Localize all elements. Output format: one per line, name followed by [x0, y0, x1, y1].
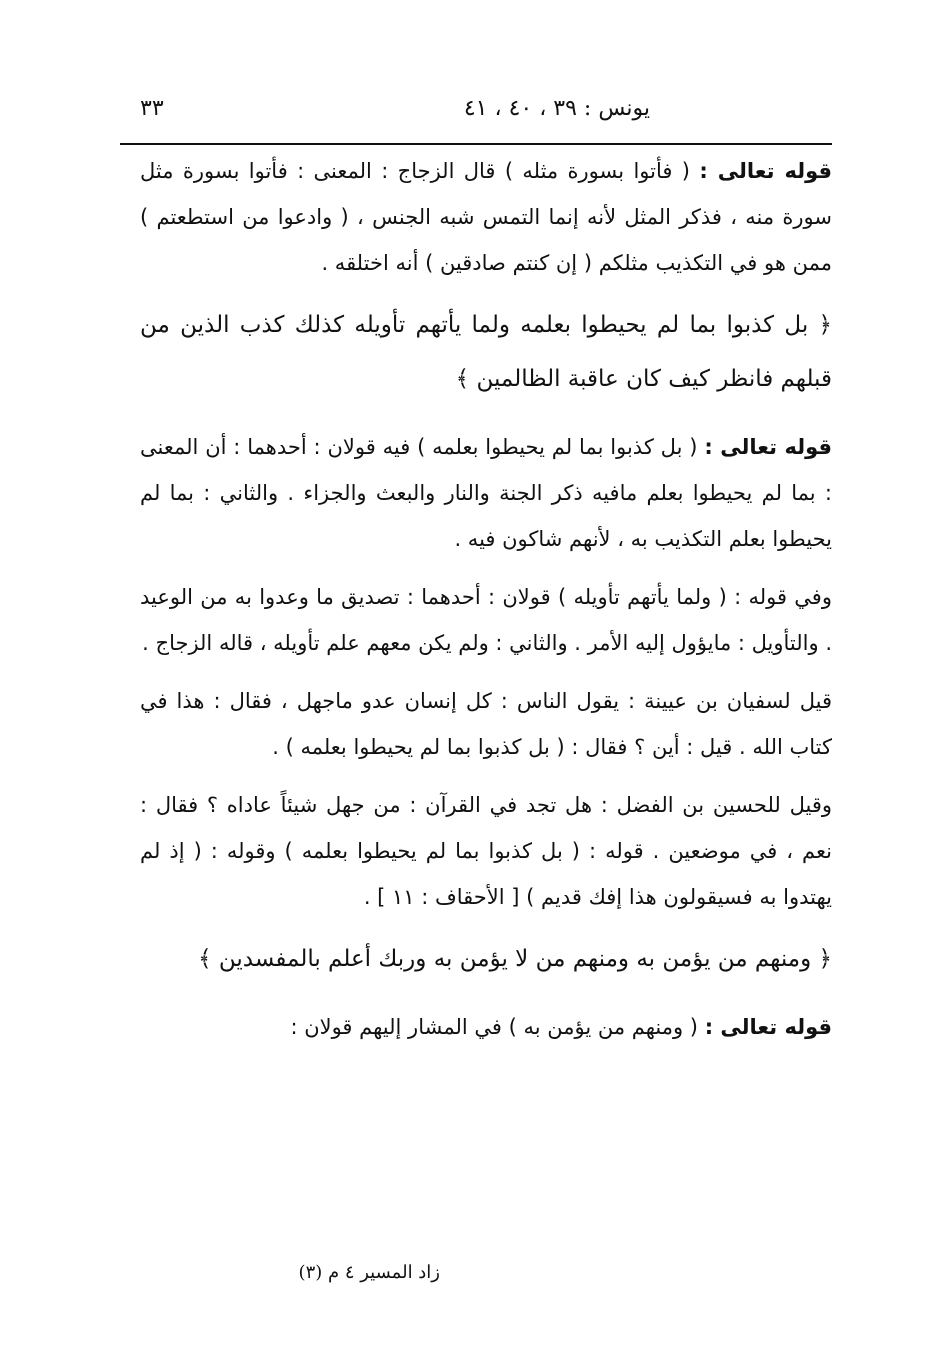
page-footer: زاد المسير ٤ م (٣) [298, 1262, 440, 1283]
paragraph-text: قيل لسفيان بن عيينة : يقول الناس : كل إنسان عدو ماجهل ، فقال : هذا في كتاب الله . قيل : أين ؟ فقال : ( بل كذبوا بما لم يحيطوا بعلمه ) . [140, 689, 832, 759]
paragraph-text: وفي قوله : ( ولما يأتهم تأويله ) قولان : أحدهما : تصديق ما وعدوا به من الوعيد . والتأويل : مايؤول إليه الأمر . والثاني : ولم يكن معهم علم تأويله ، قاله الزجاج . [140, 585, 832, 655]
paragraph-lead: قوله تعالى : [704, 1015, 832, 1039]
verse-text: ﴿ ومنهم من يؤمن به ومنهم من لا يؤمن به وربك أعلم بالمفسدين ﴾ [198, 946, 832, 972]
quran-verse-1 [140, 298, 832, 406]
paragraph-4 [140, 678, 832, 770]
quran-verse-2 [140, 932, 832, 986]
header-rule [120, 143, 832, 145]
paragraph-2 [140, 424, 832, 562]
page-body [140, 148, 832, 1062]
paragraph-text: ( فأتوا بسورة مثله ) قال الزجاج : المعنى : فأتوا بسورة مثل سورة منه ، فذكر المثل لأنه إنما التمس شبه الجنس ، ( وادعوا من استطعتم ) ممن هو في التكذيب مثلكم ( إن كنتم صادقين ) أنه اختلقه . [140, 159, 832, 275]
paragraph-5 [140, 782, 832, 920]
page-number: ٣٣ [140, 96, 164, 121]
paragraph-text: ( ومنهم من يؤمن به ) في المشار إليهم قولان : [290, 1015, 698, 1039]
paragraph-6 [140, 1004, 832, 1050]
running-header [140, 96, 830, 136]
paragraph-text: ( بل كذبوا بما لم يحيطوا بعلمه ) فيه قولان : أحدهما : أن المعنى : بما لم يحيطوا بعلم مافيه ذكر الجنة والنار والبعث والجزاء . والثاني : بما لم يحيطوا بعلم التكذيب به ، لأنهم شاكون فيه . [140, 435, 832, 551]
paragraph-3 [140, 574, 832, 666]
paragraph-lead: قوله تعالى : [699, 159, 833, 183]
verse-text: ﴿ بل كذبوا بما لم يحيطوا بعلمه ولما يأتهم تأويله كذلك كذب الذين من قبلهم فانظر كيف كان عاقبة الظالمين ﴾ [140, 312, 832, 392]
paragraph-lead: قوله تعالى : [704, 435, 832, 459]
paragraph-1 [140, 148, 832, 286]
paragraph-text: وقيل للحسين بن الفضل : هل تجد في القرآن : من جهل شيئاً عاداه ؟ فقال : نعم ، في موضعين . قوله : ( بل كذبوا بما لم يحيطوا بعلمه ) وقوله : ( إذ لم يهتدوا به فسيقولون هذا إفك قديم ) [ الأحقاف : ١١ ] . [140, 793, 832, 909]
header-title: يونس : ٣٩ ، ٤٠ ، ٤١ [463, 96, 650, 121]
